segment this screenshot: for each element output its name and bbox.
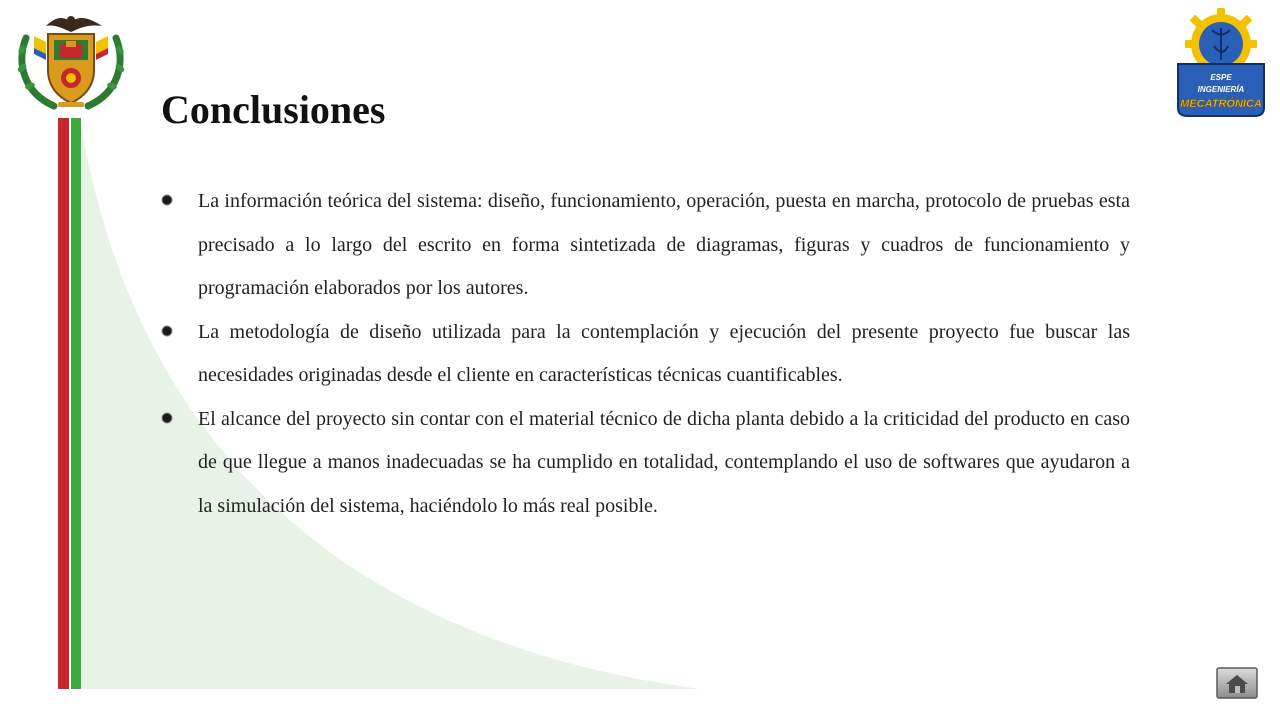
bullet-text: El alcance del proyecto sin contar con el material técnico de dicha planta debido a la criticidad del producto en caso de que llegue a manos inadecuadas se ha cumplido en totalidad, contemplando el uso de softwares que ayudaron a la simulación del sistema, haciéndolo lo más real posible. [198, 407, 1130, 517]
conclusions-list [158, 180, 1130, 528]
green-vertical-stripe [71, 118, 81, 689]
slide-title: Conclusiones [161, 87, 386, 132]
espe-mecatronica-logo [1172, 8, 1270, 118]
list-item [158, 180, 1130, 311]
bullet-text: La información teórica del sistema: diseño, funcionamiento, operación, puesta en marcha, protocolo de pruebas esta precisado a lo largo del escrito en forma sintetizada de diagramas, figuras y cuadros de funcionamiento y programación elaborados por los autores. [198, 190, 1130, 299]
bullet-dot-icon [161, 325, 173, 337]
list-item [158, 398, 1130, 529]
bullet-dot-icon [161, 194, 173, 206]
bullet-dot-icon [161, 412, 173, 424]
logo-text-ingenieria: INGENIERÍA [1197, 85, 1245, 94]
logo-text-espe: ESPE [1210, 73, 1232, 82]
bullet-text: La metodología de diseño utilizada para la contemplación y ejecución del presente proyecto fue buscar las necesidades originadas desde el cliente en características técnicas cuantificables. [198, 320, 1130, 386]
home-button[interactable] [1216, 667, 1258, 699]
list-item [158, 311, 1130, 398]
logo-text-mecatronica: MECATRÓNICA [1180, 98, 1262, 110]
coat-of-arms-logo [10, 8, 132, 110]
red-vertical-stripe [58, 118, 69, 689]
